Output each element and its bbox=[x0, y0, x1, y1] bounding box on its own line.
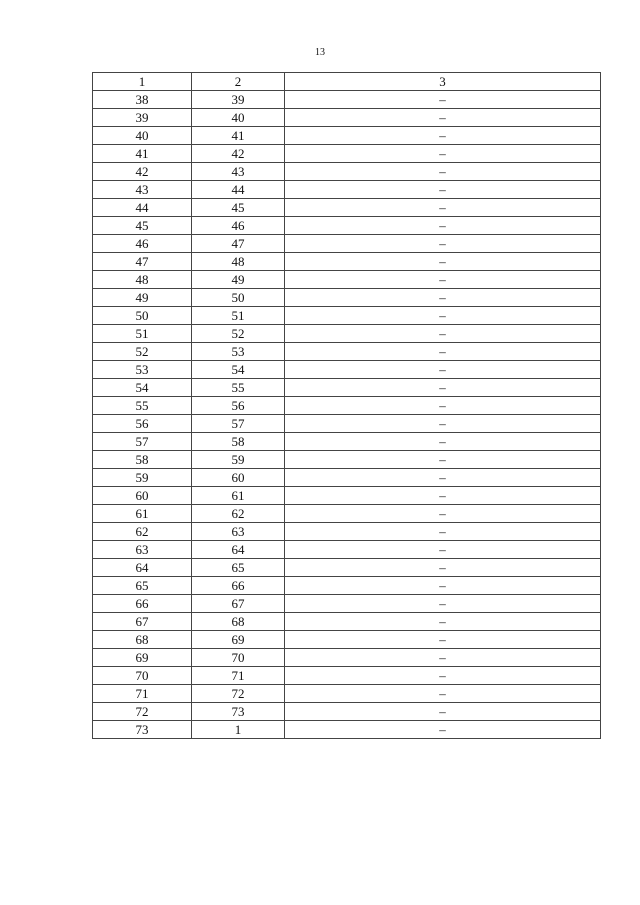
table-cell-col-2: 53 bbox=[192, 343, 285, 361]
table-cell-col-2: 72 bbox=[192, 685, 285, 703]
table-cell-col-3: – bbox=[285, 685, 601, 703]
table-cell-col-3: – bbox=[285, 145, 601, 163]
table-cell-col-2: 62 bbox=[192, 505, 285, 523]
table-cell-col-1: 40 bbox=[93, 127, 192, 145]
table-cell-col-3: – bbox=[285, 415, 601, 433]
table-cell-col-2: 42 bbox=[192, 145, 285, 163]
table-cell-col-3: – bbox=[285, 667, 601, 685]
table-row bbox=[93, 217, 601, 235]
table-row bbox=[93, 631, 601, 649]
table-row bbox=[93, 703, 601, 721]
table-cell-col-2: 40 bbox=[192, 109, 285, 127]
table-row bbox=[93, 163, 601, 181]
table-row bbox=[93, 505, 601, 523]
table-cell-col-3: – bbox=[285, 307, 601, 325]
table-cell-col-2: 45 bbox=[192, 199, 285, 217]
table-cell-col-1: 39 bbox=[93, 109, 192, 127]
table-row bbox=[93, 433, 601, 451]
table-row bbox=[93, 667, 601, 685]
table-cell-col-1: 46 bbox=[93, 235, 192, 253]
table-cell-col-2: 48 bbox=[192, 253, 285, 271]
table-row bbox=[93, 487, 601, 505]
table-cell-col-2: 51 bbox=[192, 307, 285, 325]
table-cell-col-3: – bbox=[285, 469, 601, 487]
table-cell-col-2: 43 bbox=[192, 163, 285, 181]
table-cell-col-3: – bbox=[285, 253, 601, 271]
table-cell-col-1: 59 bbox=[93, 469, 192, 487]
table-cell-col-2: 60 bbox=[192, 469, 285, 487]
table-cell-col-3: – bbox=[285, 397, 601, 415]
table-cell-col-2: 63 bbox=[192, 523, 285, 541]
table-cell-col-2: 67 bbox=[192, 595, 285, 613]
table-cell-col-2: 47 bbox=[192, 235, 285, 253]
table-row bbox=[93, 649, 601, 667]
table-cell-col-2: 57 bbox=[192, 415, 285, 433]
table-cell-col-3: – bbox=[285, 343, 601, 361]
table-cell-col-3: – bbox=[285, 289, 601, 307]
table-cell-col-1: 49 bbox=[93, 289, 192, 307]
table-cell-col-2: 49 bbox=[192, 271, 285, 289]
table-row bbox=[93, 685, 601, 703]
table-cell-col-1: 54 bbox=[93, 379, 192, 397]
table-cell-col-3: – bbox=[285, 199, 601, 217]
table-cell-col-2: 56 bbox=[192, 397, 285, 415]
table-row bbox=[93, 379, 601, 397]
table-cell-col-1: 58 bbox=[93, 451, 192, 469]
table-header-row bbox=[93, 73, 601, 91]
table-row bbox=[93, 91, 601, 109]
table-row bbox=[93, 343, 601, 361]
table-cell-col-2: 50 bbox=[192, 289, 285, 307]
column-header-3: 3 bbox=[285, 73, 601, 91]
table-cell-col-1: 62 bbox=[93, 523, 192, 541]
table-cell-col-2: 64 bbox=[192, 541, 285, 559]
table-row bbox=[93, 253, 601, 271]
table-row bbox=[93, 109, 601, 127]
table-cell-col-2: 61 bbox=[192, 487, 285, 505]
table-row bbox=[93, 559, 601, 577]
table-cell-col-3: – bbox=[285, 595, 601, 613]
table-cell-col-1: 65 bbox=[93, 577, 192, 595]
table-cell-col-1: 56 bbox=[93, 415, 192, 433]
table-cell-col-1: 53 bbox=[93, 361, 192, 379]
table-cell-col-1: 52 bbox=[93, 343, 192, 361]
table-cell-col-2: 73 bbox=[192, 703, 285, 721]
table-cell-col-3: – bbox=[285, 613, 601, 631]
table-cell-col-1: 55 bbox=[93, 397, 192, 415]
table-row bbox=[93, 181, 601, 199]
table-row bbox=[93, 415, 601, 433]
table-cell-col-2: 69 bbox=[192, 631, 285, 649]
table-cell-col-3: – bbox=[285, 181, 601, 199]
table-body bbox=[93, 91, 601, 739]
table-cell-col-2: 41 bbox=[192, 127, 285, 145]
table-cell-col-1: 60 bbox=[93, 487, 192, 505]
table-cell-col-1: 68 bbox=[93, 631, 192, 649]
table-cell-col-1: 41 bbox=[93, 145, 192, 163]
table-row bbox=[93, 145, 601, 163]
table-cell-col-2: 65 bbox=[192, 559, 285, 577]
table-cell-col-3: – bbox=[285, 109, 601, 127]
table-cell-col-2: 44 bbox=[192, 181, 285, 199]
table-cell-col-3: – bbox=[285, 325, 601, 343]
table-row bbox=[93, 469, 601, 487]
table-row bbox=[93, 397, 601, 415]
table-cell-col-1: 72 bbox=[93, 703, 192, 721]
table-cell-col-1: 71 bbox=[93, 685, 192, 703]
table-row bbox=[93, 577, 601, 595]
table-cell-col-2: 1 bbox=[192, 721, 285, 739]
table-row bbox=[93, 271, 601, 289]
table-cell-col-1: 50 bbox=[93, 307, 192, 325]
table-cell-col-1: 45 bbox=[93, 217, 192, 235]
table-row bbox=[93, 127, 601, 145]
table-cell-col-3: – bbox=[285, 577, 601, 595]
column-header-2: 2 bbox=[192, 73, 285, 91]
table-cell-col-1: 48 bbox=[93, 271, 192, 289]
page-number: 13 bbox=[315, 47, 325, 58]
table-cell-col-3: – bbox=[285, 487, 601, 505]
table-cell-col-1: 67 bbox=[93, 613, 192, 631]
table-row bbox=[93, 199, 601, 217]
table-cell-col-1: 57 bbox=[93, 433, 192, 451]
table-cell-col-2: 68 bbox=[192, 613, 285, 631]
table-cell-col-3: – bbox=[285, 541, 601, 559]
table-cell-col-2: 46 bbox=[192, 217, 285, 235]
table-cell-col-2: 66 bbox=[192, 577, 285, 595]
table-cell-col-1: 69 bbox=[93, 649, 192, 667]
table-row bbox=[93, 307, 601, 325]
table-cell-col-1: 51 bbox=[93, 325, 192, 343]
table-cell-col-1: 73 bbox=[93, 721, 192, 739]
table-cell-col-2: 71 bbox=[192, 667, 285, 685]
table-cell-col-1: 64 bbox=[93, 559, 192, 577]
data-table bbox=[92, 72, 601, 739]
table-row bbox=[93, 613, 601, 631]
table-cell-col-3: – bbox=[285, 505, 601, 523]
table-cell-col-3: – bbox=[285, 217, 601, 235]
table-cell-col-3: – bbox=[285, 721, 601, 739]
table-cell-col-1: 61 bbox=[93, 505, 192, 523]
table-row bbox=[93, 361, 601, 379]
table-row bbox=[93, 451, 601, 469]
table-cell-col-3: – bbox=[285, 127, 601, 145]
table-cell-col-3: – bbox=[285, 271, 601, 289]
table-cell-col-3: – bbox=[285, 451, 601, 469]
table-row bbox=[93, 595, 601, 613]
table-row bbox=[93, 541, 601, 559]
table-cell-col-2: 58 bbox=[192, 433, 285, 451]
table-cell-col-1: 43 bbox=[93, 181, 192, 199]
table-row bbox=[93, 235, 601, 253]
table-cell-col-3: – bbox=[285, 631, 601, 649]
table-cell-col-1: 38 bbox=[93, 91, 192, 109]
table-cell-col-2: 54 bbox=[192, 361, 285, 379]
table-cell-col-3: – bbox=[285, 433, 601, 451]
table-cell-col-3: – bbox=[285, 379, 601, 397]
table-cell-col-2: 52 bbox=[192, 325, 285, 343]
table-cell-col-1: 66 bbox=[93, 595, 192, 613]
table-cell-col-2: 70 bbox=[192, 649, 285, 667]
table-cell-col-1: 44 bbox=[93, 199, 192, 217]
table-row bbox=[93, 721, 601, 739]
table-cell-col-3: – bbox=[285, 703, 601, 721]
table-cell-col-3: – bbox=[285, 559, 601, 577]
table-cell-col-1: 63 bbox=[93, 541, 192, 559]
table-row bbox=[93, 289, 601, 307]
column-header-1: 1 bbox=[93, 73, 192, 91]
table-cell-col-2: 55 bbox=[192, 379, 285, 397]
table-row bbox=[93, 325, 601, 343]
table-cell-col-1: 47 bbox=[93, 253, 192, 271]
table-cell-col-3: – bbox=[285, 523, 601, 541]
table-cell-col-3: – bbox=[285, 361, 601, 379]
table-cell-col-1: 42 bbox=[93, 163, 192, 181]
table-cell-col-3: – bbox=[285, 649, 601, 667]
table-cell-col-3: – bbox=[285, 163, 601, 181]
table-row bbox=[93, 523, 601, 541]
table-cell-col-3: – bbox=[285, 91, 601, 109]
table-cell-col-1: 70 bbox=[93, 667, 192, 685]
table-cell-col-2: 39 bbox=[192, 91, 285, 109]
table-cell-col-2: 59 bbox=[192, 451, 285, 469]
table-cell-col-3: – bbox=[285, 235, 601, 253]
